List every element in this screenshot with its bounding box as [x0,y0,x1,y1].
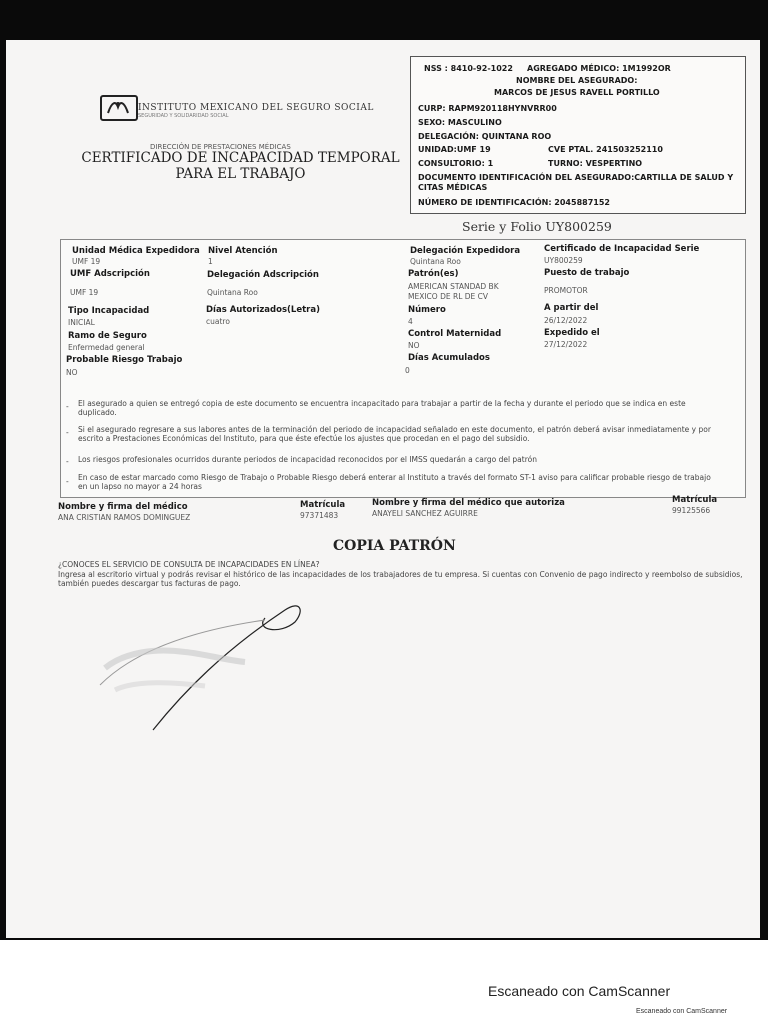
riesgo-trabajo-value: NO [66,368,78,377]
a-partir-value: 26/12/2022 [544,316,588,325]
insured-name-label: NOMBRE DEL ASEGURADO: [516,76,638,85]
medico-label: Nombre y firma del médico [58,502,188,512]
unidad-expedidora-label: Unidad Médica Expedidora [72,246,200,256]
unidad-expedidora-value: UMF 19 [72,257,101,266]
numero-value: 4 [408,317,413,326]
imss-logo-icon [100,95,138,121]
turno: TURNO: VESPERTINO [548,159,643,168]
umf-adscripcion-label: UMF Adscripción [70,269,150,279]
delegacion: DELEGACIÓN: QUINTANA ROO [418,132,552,141]
online-service-text [58,560,748,589]
nss: NSS : 8410-92-1022 [424,64,513,73]
online-service-body: Ingresa al escritorio virtual y podrás revisar el histórico de las incapacidades de los trabajadores de tu empresa. Si cuentas con Convenio de pago indirecto y reembolso de subsidios, también puedes descargar tus facturas de pago. [58,569,743,588]
autoriza-label: Nombre y firma del médico que autoriza [372,498,565,508]
puesto-value: PROMOTOR [544,286,588,295]
riesgo-trabajo-label: Probable Riesgo Trabajo [66,355,183,365]
note-bullet: - [66,457,69,466]
delegacion-expedidora-value: Quintana Roo [410,257,461,266]
umf-adscripcion-value: UMF 19 [70,288,99,297]
serie-folio: Serie y Folio UY800259 [462,219,612,234]
cve-ptal: CVE PTAL. 241503252110 [548,145,663,154]
certificate-title: CERTIFICADO DE INCAPACIDAD TEMPORAL PARA EL TRABAJO [81,150,400,182]
dias-acumulados-label: Días Acumulados [408,353,490,363]
institute-subtitle: SEGURIDAD Y SOLIDARIDAD SOCIAL [138,113,229,119]
ramo-seguro-value: Enfermedad general [68,343,145,352]
note-1: El asegurado a quien se entregó copia de este documento se encuentra incapacitado para trabajar a partir de la fecha y durante el periodo que se indica en este duplicado. [78,399,686,417]
tipo-incapacidad-value: INICIAL [68,318,95,327]
scan-border-bottom [0,938,768,940]
delegacion-adscripcion-value: Quintana Roo [207,288,258,297]
medico-matricula-label: Matrícula [300,500,346,510]
autoriza-matricula-label: Matrícula [672,495,718,505]
dias-autorizados-label: Días Autorizados(Letra) [206,305,320,315]
scan-border-top [0,0,768,42]
medico-matricula: 97371483 [300,511,339,520]
patron-value-line2: MEXICO DE RL DE CV [408,292,489,301]
consultorio: CONSULTORIO: 1 [418,159,494,168]
nivel-atencion-value: 1 [208,257,213,266]
scan-border-right [760,40,768,940]
documento-identificacion: DOCUMENTO IDENTIFICACIÓN DEL ASEGURADO:CARTILLA DE SALUD Y CITAS MÉDICAS [418,173,734,192]
delegacion-adscripcion-label: Delegación Adscripción [207,270,319,280]
numero-identificacion: NÚMERO DE IDENTIFICACIÓN: 2045887152 [418,198,610,207]
unidad: UNIDAD:UMF 19 [418,145,491,154]
patron-label: Patrón(es) [408,269,459,279]
cert-serie-label: Certificado de Incapacidad Serie [544,244,700,254]
note-bullet: - [66,428,69,437]
medico-name: ANA CRISTIAN RAMOS DOMINGUEZ [58,513,191,522]
camscanner-watermark-small: Escaneado con CamScanner [636,1008,728,1015]
cert-serie-value: UY800259 [544,256,583,265]
control-maternidad-label: Control Maternidad [408,329,502,339]
autoriza-matricula: 99125566 [672,506,711,515]
numero-label: Número [408,305,446,315]
expedido-value: 27/12/2022 [544,340,588,349]
puesto-label: Puesto de trabajo [544,268,630,278]
a-partir-label: A partir del [544,303,599,313]
note-2: Si el asegurado regresare a sus labores antes de la terminación del periodo de incapacidad señalado en este documento, el patrón deberá avisar inmediatamente y por escrito a Prestaciones Económicas del Instituto, para que éste efectúe los ajustes que procedan en el pago del subsidio. [78,425,711,443]
note-bullet: - [66,477,69,486]
direction-label: DIRECCIÓN DE PRESTACIONES MÉDICAS [150,143,291,151]
institute-name: INSTITUTO MEXICANO DEL SEGURO SOCIAL [138,103,374,113]
dias-autorizados-value: cuatro [206,317,230,326]
online-service-question: ¿CONOCES EL SERVICIO DE CONSULTA DE INCAPACIDADES EN LÍNEA? [58,560,320,569]
curp: CURP: RAPM920118HYNVRR00 [418,104,557,113]
dias-acumulados-value: 0 [405,366,410,375]
agregado-medico: AGREGADO MÉDICO: 1M1992OR [527,64,671,73]
patron-value-line1: AMERICAN STANDAD BK [408,282,499,291]
insured-name: MARCOS DE JESUS RAVELL PORTILLO [494,88,660,97]
sexo: SEXO: MASCULINO [418,118,502,127]
control-maternidad-value: NO [408,341,420,350]
handwritten-signature [95,590,315,740]
expedido-label: Expedido el [544,328,600,338]
camscanner-watermark: Escaneado con CamScanner [488,983,671,999]
note-bullet: - [66,402,69,411]
note-4: En caso de estar marcado como Riesgo de Trabajo o Probable Riesgo deberá enterar al Instituto a través del formato ST-1 aviso para calificar probable riesgo de trabajo en un lapso no mayor a 24 horas [78,473,711,491]
note-3: Los riesgos profesionales ocurridos durante periodos de incapacidad reconocidos por el IMSS quedarán a cargo del patrón [78,455,537,464]
delegacion-expedidora-label: Delegación Expedidora [410,246,521,256]
nivel-atencion-label: Nivel Atención [208,246,278,256]
tipo-incapacidad-label: Tipo Incapacidad [68,306,150,316]
scan-border-left [0,40,6,940]
copia-patron-title: COPIA PATRÓN [333,538,456,554]
autoriza-name: ANAYELI SANCHEZ AGUIRRE [372,509,478,518]
ramo-seguro-label: Ramo de Seguro [68,331,147,341]
